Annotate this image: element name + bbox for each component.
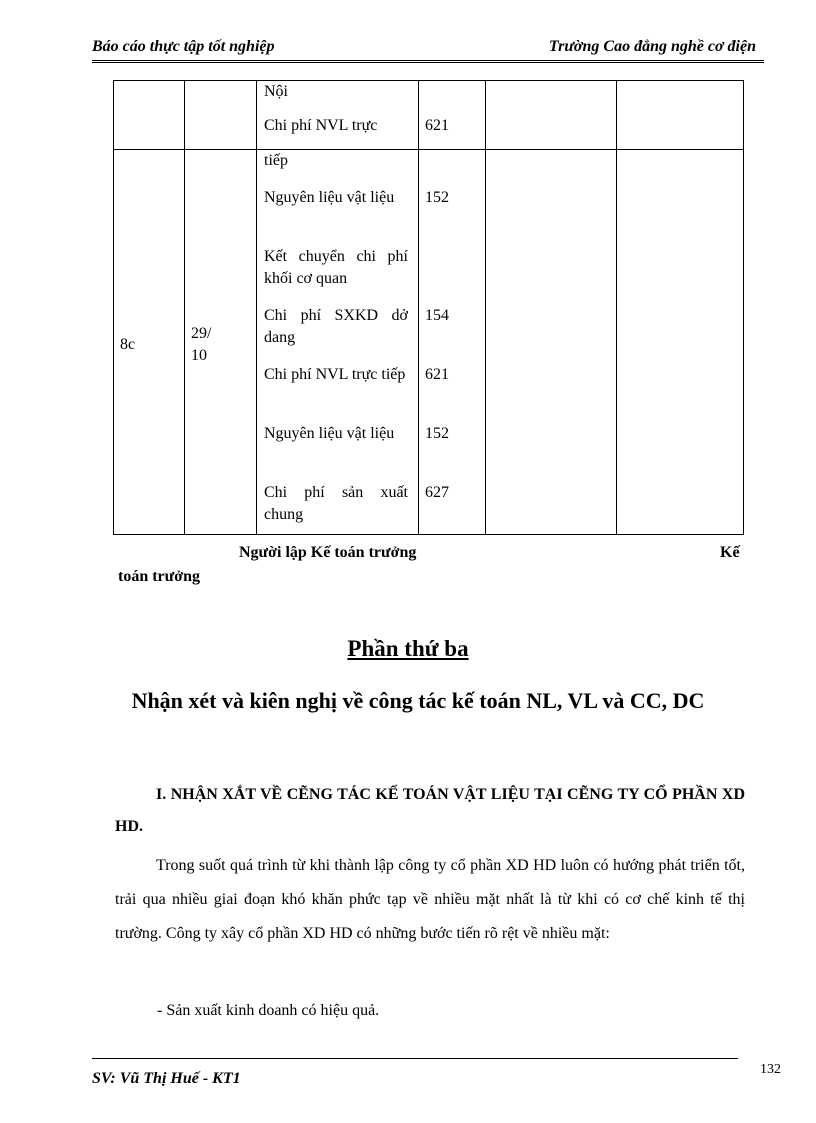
cell-description <box>257 81 419 150</box>
cell-credit <box>617 81 744 150</box>
header-school-name: Trường Cao đẳng nghề cơ điện <box>548 38 756 55</box>
bullet-item: - Sản xuất kinh doanh có hiệu quả. <box>157 1002 380 1019</box>
cell-number: 8c <box>114 150 185 535</box>
desc-line: Nguyên liệu vật liệu <box>264 189 395 206</box>
signature-right-label: Kế <box>720 544 740 561</box>
account-line: 621 <box>425 117 449 134</box>
cell-date: 29/ 10 <box>185 150 257 535</box>
header-report-title: Báo cáo thực tập tốt nghiệp <box>92 38 275 55</box>
cell-account <box>419 81 486 150</box>
signature-chief-accountant: toán trưởng <box>118 568 201 585</box>
footer-student: SV: Vũ Thị Huế - KT1 <box>92 1070 241 1087</box>
account-line: 154 <box>425 307 449 324</box>
footer-divider <box>92 1058 738 1059</box>
desc-line: Chi phí NVL trực tiếp <box>264 366 406 383</box>
part-title-text: Phần thứ ba <box>347 636 469 661</box>
cell-credit <box>617 150 744 535</box>
cell-number <box>114 81 185 150</box>
account-line: 152 <box>425 189 449 206</box>
page-header <box>92 38 756 58</box>
cell-debit <box>486 150 617 535</box>
table-row <box>114 81 744 150</box>
signature-preparer-chief: Người lập Kế toán trưởng <box>239 544 417 561</box>
account-line <box>419 246 485 305</box>
desc-line: Chi phí NVL trực <box>264 117 378 134</box>
cell-description <box>257 150 419 535</box>
table-row <box>114 150 744 535</box>
page-number: 132 <box>760 1062 781 1077</box>
desc-line: tiếp <box>264 152 288 169</box>
account-line: 627 <box>425 484 449 501</box>
part-title <box>0 636 816 662</box>
part-subtitle: Nhận xét và kiên nghị về công tác kế toán NL, VL và CC, DC <box>131 688 705 713</box>
desc-line: Chi phí SXKD dở dang <box>264 307 408 346</box>
account-line: 152 <box>425 425 449 442</box>
account-line <box>419 81 485 115</box>
desc-line: Chi phí sản xuất chung <box>264 484 408 523</box>
cell-debit <box>486 81 617 150</box>
header-divider <box>92 60 764 63</box>
ledger-table <box>113 80 744 535</box>
desc-line: Nguyên liệu vật liệu <box>264 425 395 442</box>
section-heading: I. NHẬN XẮT VỀ CẼNG TÁC KẾ TOÁN VẬT LIỆU TẠI CẼNG TY CỔ PHẦN XD HD. <box>115 786 745 835</box>
cell-date <box>185 81 257 150</box>
desc-line: Kết chuyển chi phí khối cơ quan <box>264 248 408 287</box>
account-line: 621 <box>425 366 449 383</box>
account-line <box>419 150 485 187</box>
body-paragraph: Trong suốt quá trình từ khi thành lập công ty cổ phần XD HD luôn có hướng phát triển tốt, trải qua nhiều giai đoạn khó khăn phức tạp về nhiều mặt nhất là từ khi có cơ chế kinh tế thị trường. Công ty xây cổ phần XD HD có những bước tiến rõ rệt về nhiều mặt: <box>115 857 745 942</box>
cell-account <box>419 150 486 535</box>
desc-line: Nội <box>264 83 288 100</box>
